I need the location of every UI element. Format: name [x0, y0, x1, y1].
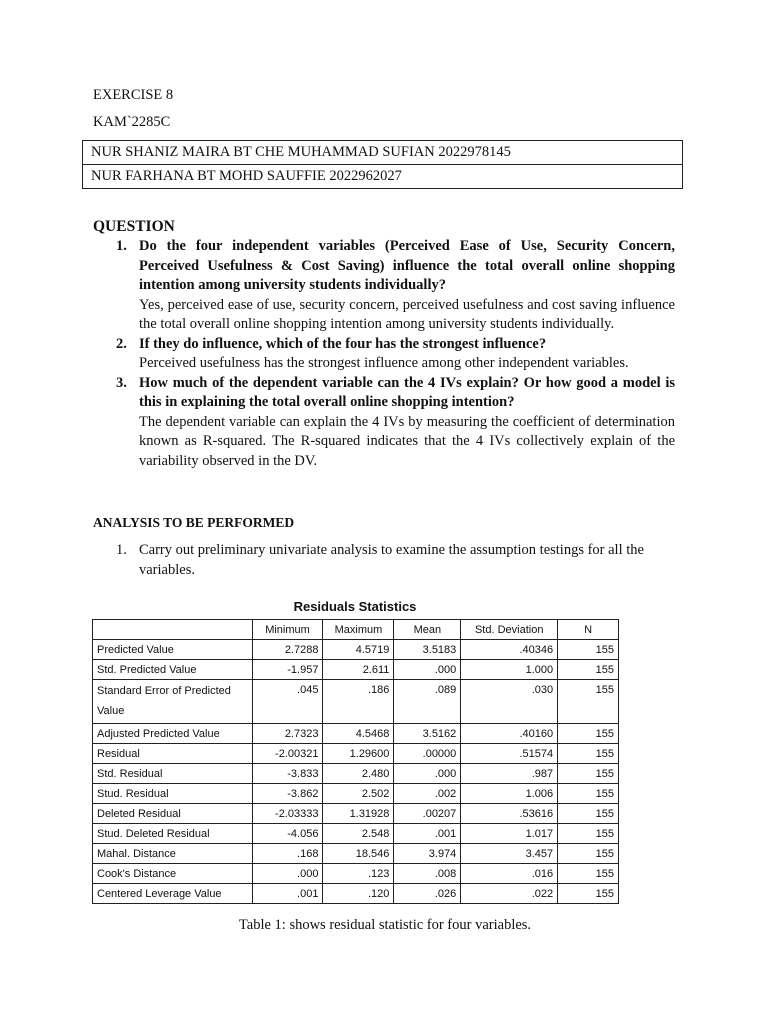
- cell-mean: 3.5162: [394, 724, 461, 744]
- course-code: KAM`2285C: [93, 114, 171, 130]
- cell-mean: 3.5183: [394, 640, 461, 660]
- question-text: Do the four independent variables (Perceived Ease of Use, Security Concern, Perceived Usefulness & Cost Saving) influence the total overall online shopping intention among university students individually?: [139, 238, 675, 293]
- question-number: 1.: [116, 238, 127, 254]
- table-row: [93, 864, 619, 884]
- cell-std-deviation: .40346: [461, 640, 558, 660]
- question-answer: The dependent variable can explain the 4 IVs by measuring the coefficient of determination known as R-squared. The R-squared indicates that the 4 IVs collectively explain of the variability observed in the DV.: [139, 413, 675, 469]
- question-heading: QUESTION: [93, 218, 175, 235]
- cell-minimum: -4.056: [252, 824, 323, 844]
- table-row: [93, 660, 619, 680]
- cell-minimum: -2.03333: [252, 804, 323, 824]
- cell-minimum: -1.957: [252, 660, 323, 680]
- cell-maximum: .120: [323, 884, 394, 904]
- row-label: Mahal. Distance: [93, 844, 253, 864]
- cell-maximum: 2.611: [323, 660, 394, 680]
- column-header-minimum: Minimum: [252, 620, 323, 640]
- column-header-std-deviation: Std. Deviation: [461, 620, 558, 640]
- cell-std-deviation: .53616: [461, 804, 558, 824]
- cell-std-deviation: .40160: [461, 724, 558, 744]
- table-row: [93, 824, 619, 844]
- cell-n: 155: [558, 804, 619, 824]
- table-row: [93, 680, 619, 724]
- cell-n: 155: [558, 864, 619, 884]
- member-row: [83, 141, 683, 165]
- cell-n: 155: [558, 884, 619, 904]
- cell-minimum: -3.862: [252, 784, 323, 804]
- analysis-heading: ANALYSIS TO BE PERFORMED: [93, 515, 295, 530]
- row-label: Deleted Residual: [93, 804, 253, 824]
- table-row: [93, 640, 619, 660]
- cell-std-deviation: .016: [461, 864, 558, 884]
- row-label: Std. Residual: [93, 764, 253, 784]
- question-list: [93, 237, 675, 471]
- cell-std-deviation: 3.457: [461, 844, 558, 864]
- question-number: 2.: [116, 335, 127, 352]
- cell-mean: .001: [394, 824, 461, 844]
- row-label: Residual: [93, 744, 253, 764]
- cell-n: 155: [558, 724, 619, 744]
- member-name-1: NUR SHANIZ MAIRA BT CHE MUHAMMAD SUFIAN 2022978145: [83, 141, 683, 165]
- row-label: Standard Error of Predicted Value: [93, 680, 253, 724]
- row-label: Stud. Deleted Residual: [93, 824, 253, 844]
- table-caption: Table 1: shows residual statistic for four variables.: [238, 917, 532, 933]
- table-row: [93, 724, 619, 744]
- cell-maximum: 2.502: [323, 784, 394, 804]
- cell-maximum: 1.29600: [323, 744, 394, 764]
- cell-n: 155: [558, 844, 619, 864]
- cell-mean: .002: [394, 784, 461, 804]
- row-label: Predicted Value: [93, 640, 253, 660]
- column-header-mean: Mean: [394, 620, 461, 640]
- cell-minimum: -2.00321: [252, 744, 323, 764]
- cell-n: 155: [558, 680, 619, 724]
- column-header-blank: [93, 620, 253, 640]
- analysis-step: [93, 540, 683, 580]
- question-item-3: [93, 374, 675, 472]
- cell-std-deviation: .987: [461, 764, 558, 784]
- cell-mean: .000: [394, 764, 461, 784]
- cell-mean: .00207: [394, 804, 461, 824]
- column-header-n: N: [558, 620, 619, 640]
- table-row: [93, 764, 619, 784]
- cell-maximum: 2.548: [323, 824, 394, 844]
- question-answer: Yes, perceived ease of use, security concern, perceived usefulness and cost saving influence the total overall online shopping intention among university students individually.: [139, 296, 675, 332]
- question-text: If they do influence, which of the four has the strongest influence?: [139, 335, 547, 352]
- cell-mean: .00000: [394, 744, 461, 764]
- cell-minimum: .045: [252, 680, 323, 724]
- table-row: [93, 844, 619, 864]
- cell-std-deviation: 1.017: [461, 824, 558, 844]
- residuals-statistics-table: [92, 619, 619, 904]
- members-table: [82, 140, 683, 189]
- cell-std-deviation: 1.006: [461, 784, 558, 804]
- table-row: [93, 884, 619, 904]
- row-label: Stud. Residual: [93, 784, 253, 804]
- cell-maximum: 4.5719: [323, 640, 394, 660]
- question-number: 3.: [116, 374, 127, 391]
- cell-mean: .089: [394, 680, 461, 724]
- cell-maximum: 4.5468: [323, 724, 394, 744]
- cell-mean: 3.974: [394, 844, 461, 864]
- column-header-maximum: Maximum: [323, 620, 394, 640]
- cell-mean: .008: [394, 864, 461, 884]
- cell-minimum: 2.7323: [252, 724, 323, 744]
- cell-std-deviation: 1.000: [461, 660, 558, 680]
- row-label: Adjusted Predicted Value: [93, 724, 253, 744]
- step-text: Carry out preliminary univariate analysis to examine the assumption testings for all the variables.: [139, 542, 644, 578]
- row-label: Centered Leverage Value: [93, 884, 253, 904]
- cell-n: 155: [558, 764, 619, 784]
- cell-minimum: .168: [252, 844, 323, 864]
- question-item-2: [93, 335, 675, 374]
- member-name-2: NUR FARHANA BT MOHD SAUFFIE 2022962027: [83, 165, 683, 189]
- cell-minimum: .000: [252, 864, 323, 884]
- cell-n: 155: [558, 660, 619, 680]
- row-label: Std. Predicted Value: [93, 660, 253, 680]
- cell-n: 155: [558, 824, 619, 844]
- question-item-1: [93, 237, 675, 335]
- table-row: [93, 784, 619, 804]
- cell-mean: .026: [394, 884, 461, 904]
- question-text: How much of the dependent variable can the 4 IVs explain? Or how good a model is this in explaining the total overall online shopping intention?: [139, 374, 675, 410]
- cell-std-deviation: .030: [461, 680, 558, 724]
- cell-maximum: .123: [323, 864, 394, 884]
- cell-maximum: 1.31928: [323, 804, 394, 824]
- cell-n: 155: [558, 784, 619, 804]
- table-row: [93, 744, 619, 764]
- cell-maximum: .186: [323, 680, 394, 724]
- cell-n: 155: [558, 640, 619, 660]
- question-answer: Perceived usefulness has the strongest influence among other independent variables.: [139, 355, 629, 371]
- cell-std-deviation: .51574: [461, 744, 558, 764]
- cell-n: 155: [558, 744, 619, 764]
- cell-std-deviation: .022: [461, 884, 558, 904]
- exercise-title: EXERCISE 8: [93, 87, 174, 103]
- cell-mean: .000: [394, 660, 461, 680]
- cell-maximum: 2.480: [323, 764, 394, 784]
- table-header-row: [93, 620, 619, 640]
- row-label: Cook's Distance: [93, 864, 253, 884]
- cell-maximum: 18.546: [323, 844, 394, 864]
- member-row: [83, 165, 683, 189]
- cell-minimum: -3.833: [252, 764, 323, 784]
- step-number: 1.: [116, 542, 127, 558]
- cell-minimum: .001: [252, 884, 323, 904]
- cell-minimum: 2.7288: [252, 640, 323, 660]
- table-title: Residuals Statistics: [293, 599, 417, 614]
- table-row: [93, 804, 619, 824]
